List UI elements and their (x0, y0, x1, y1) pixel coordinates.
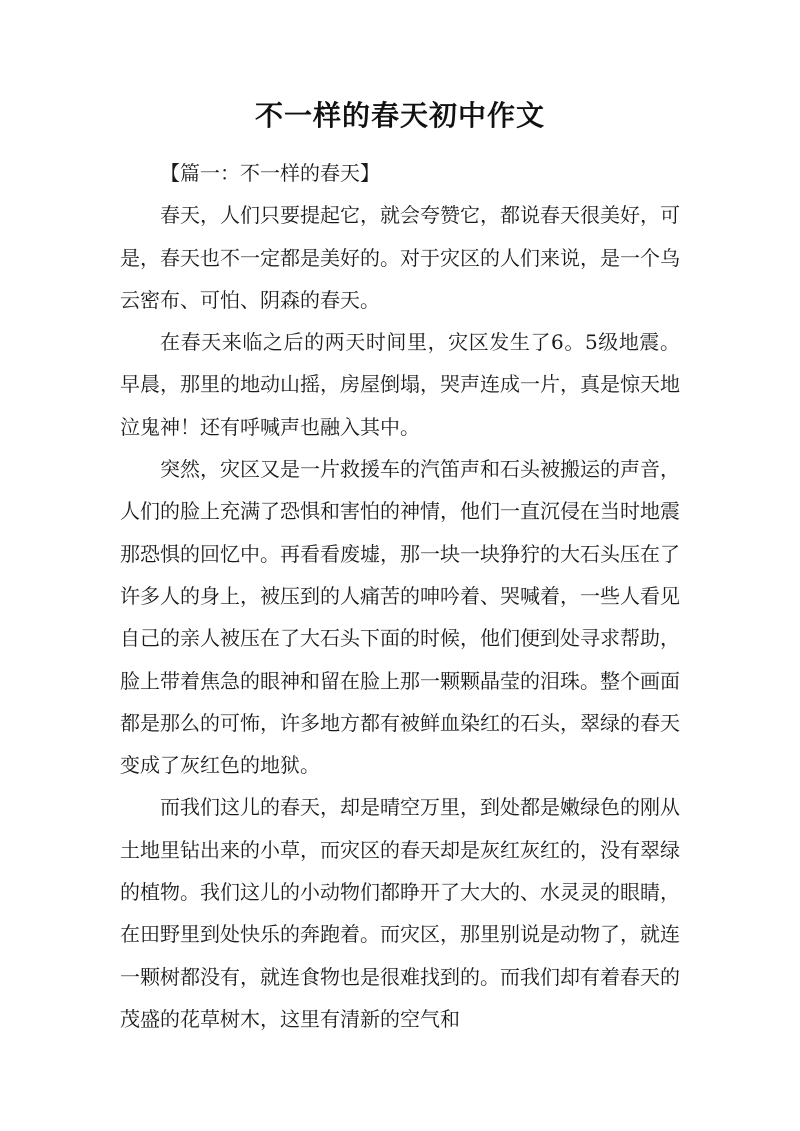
paragraph-2: 在春天来临之后的两天时间里，灾区发生了6。5级地震。早晨，那里的地动山摇，房屋倒塌，哭声连成一片，真是惊天地泣鬼神！还有呼喊声也融入其中。 (120, 330, 680, 439)
document-title: 不一样的春天初中作文 (254, 99, 545, 132)
document-body (120, 152, 680, 1040)
paragraph-1: 春天，人们只要提起它，就会夸赞它，都说春天很美好，可是，春天也不一定都是美好的。对于灾区的人们来说，是一个乌云密布、可怕、阴森的春天。 (120, 203, 680, 312)
paragraph-4: 而我们这儿的春天，却是晴空万里，到处都是嫩绿色的刚从土地里钻出来的小草，而灾区的春天却是灰红灰红的，没有翠绿的植物。我们这儿的小动物们都睁开了大大的、水灵灵的眼睛，在田野里到处快乐的奔跑着。而灾区，那里别说是动物了，就连一颗树都没有，就连食物也是很难找到的。而我们却有着春天的茂盛的花草树木，这里有清新的空气和 (120, 795, 680, 1031)
section-heading: 【篇一：不一样的春天】 (160, 161, 380, 185)
paragraph-3: 突然，灾区又是一片救援车的汽笛声和石头被搬运的声音，人们的脸上充满了恐惧和害怕的神情，他们一直沉侵在当时地震那恐惧的回忆中。再看看废墟，那一块一块狰狞的大石头压在了许多人的身上，被压到的人痛苦的呻吟着、哭喊着，一些人看见自己的亲人被压在了大石头下面的时候，他们便到处寻求帮助，脸上带着焦急的眼神和留在脸上那一颗颗晶莹的泪珠。整个画面都是那么的可怖，许多地方都有被鲜血染红的石头，翠绿的春天变成了灰红色的地狱。 (120, 457, 680, 778)
